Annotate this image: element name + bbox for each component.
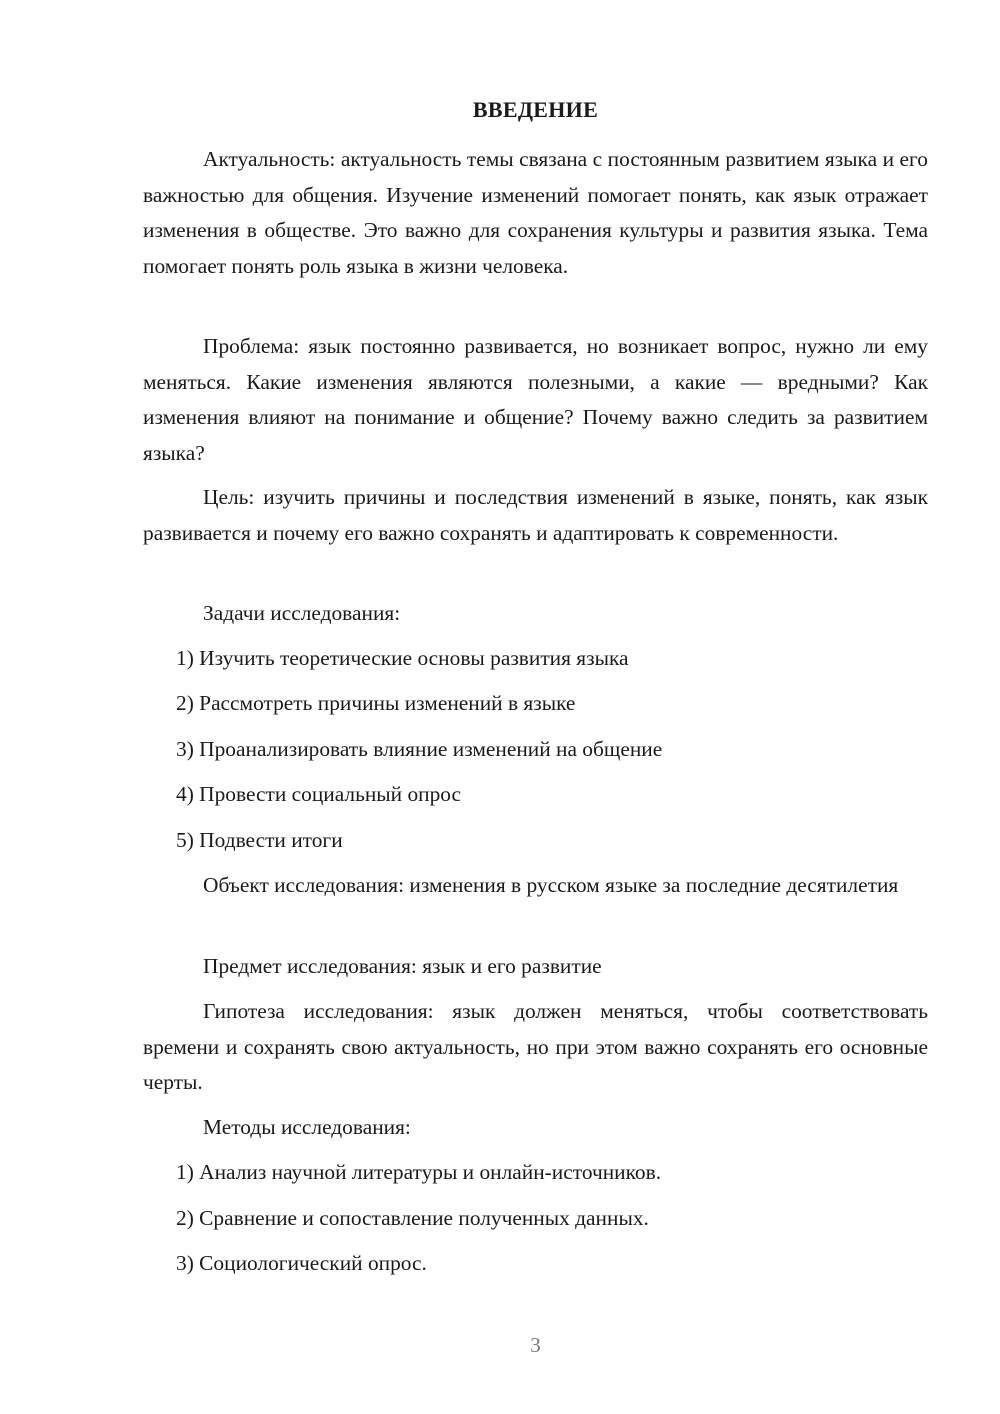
task-item: 1) Изучить теоретические основы развития языка <box>176 646 629 670</box>
page-number: 3 <box>530 1333 541 1357</box>
problem-paragraph: Проблема: язык постоянно развивается, но возникает вопрос, нужно ли ему меняться. Какие изменения являются полезными, а какие — вредными? Как изменения влияют на понимание и общение? Почему важно следить за развитием языка? <box>143 334 928 465</box>
section-title: ВВЕДЕНИЕ <box>472 97 599 122</box>
method-item: 3) Социологический опрос. <box>176 1251 427 1275</box>
method-item: 1) Анализ научной литературы и онлайн-источников. <box>176 1160 662 1184</box>
task-item: 5) Подвести итоги <box>176 828 343 852</box>
document-page <box>143 0 928 1414</box>
task-item: 4) Провести социальный опрос <box>176 782 462 806</box>
method-item: 2) Сравнение и сопоставление полученных данных. <box>176 1206 649 1230</box>
task-item: 2) Рассмотреть причины изменений в языке <box>176 691 576 715</box>
goal-paragraph: Цель: изучить причины и последствия изменений в языке, понять, как язык развивается и почему его важно сохранять и адаптировать к современности. <box>143 485 928 545</box>
subject-paragraph: Предмет исследования: язык и его развитие <box>203 954 602 978</box>
task-item: 3) Проанализировать влияние изменений на общение <box>176 737 663 761</box>
object-paragraph: Объект исследования: изменения в русском языке за последние десятилетия <box>203 873 899 897</box>
relevance-paragraph: Актуальность: актуальность темы связана с постоянным развитием языка и его важностью для общения. Изучение изменений помогает понять, как язык отражает изменения в обществе. Это важно для сохранения культуры и развития языка. Тема помогает понять роль языка в жизни человека. <box>143 147 928 278</box>
hypothesis-paragraph: Гипотеза исследования: язык должен меняться, чтобы соответствовать времени и сохранять свою актуальность, но при этом важно сохранять его основные черты. <box>143 999 928 1094</box>
methods-heading: Методы исследования: <box>203 1115 411 1139</box>
tasks-heading: Задачи исследования: <box>203 601 401 625</box>
